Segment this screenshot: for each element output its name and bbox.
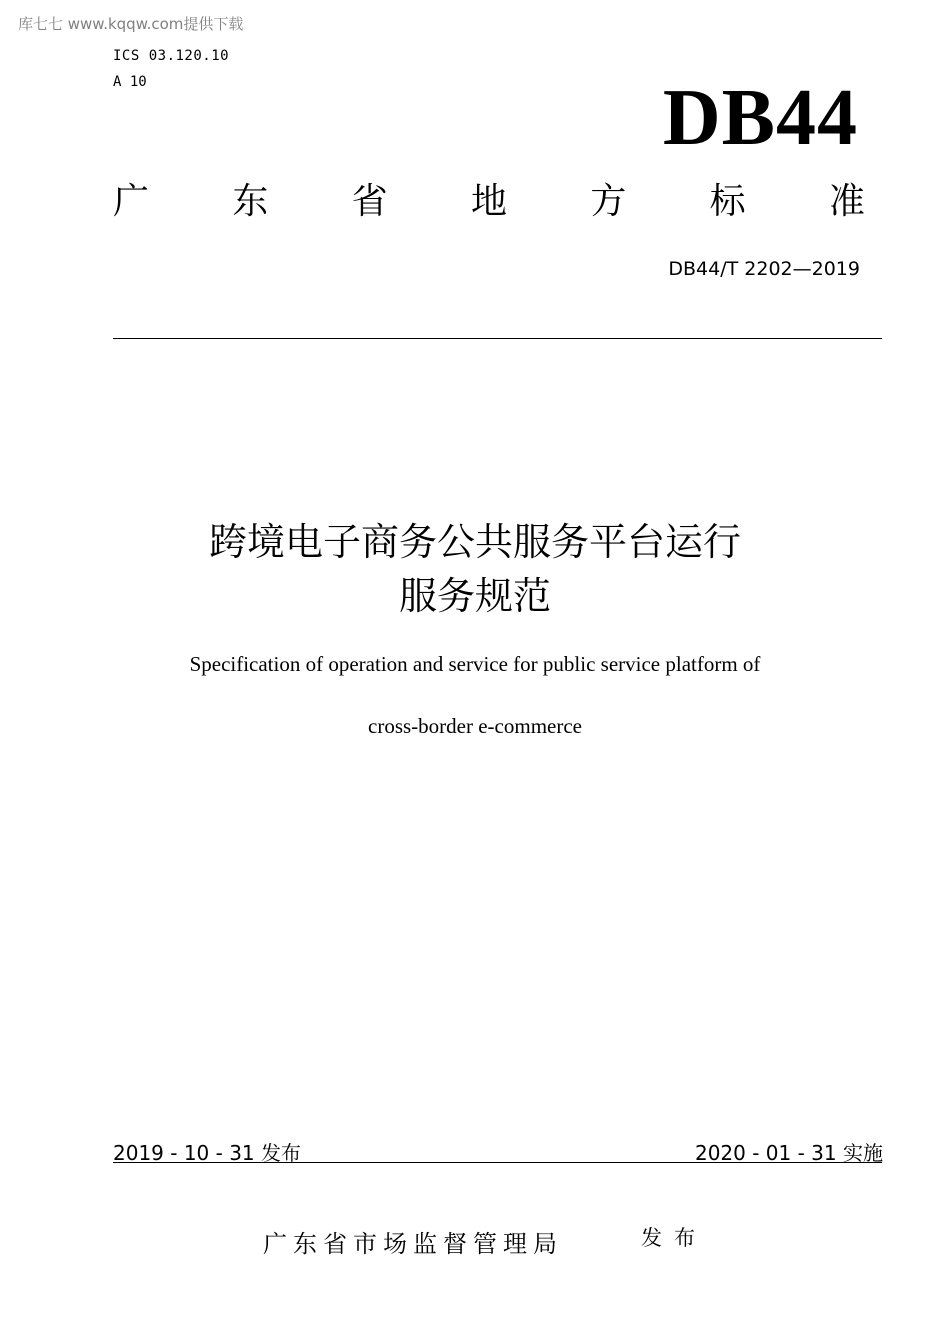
footer-divider: [113, 1162, 882, 1163]
standard-type-char: 省: [351, 181, 388, 222]
issue-label: 发布: [641, 1226, 707, 1250]
standard-code: DB44/T 2202—2019: [668, 258, 860, 280]
standard-type-char: 标: [709, 181, 746, 222]
effective-date: 2020 - 01 - 31 实施: [694, 1141, 883, 1165]
standard-type-char: 准: [828, 181, 865, 222]
standard-type-char: 东: [232, 181, 269, 222]
publish-date: 2019 - 10 - 31 发布: [113, 1141, 302, 1165]
ics-code: ICS 03.120.10: [113, 48, 230, 64]
standard-type-char: 广: [113, 181, 150, 222]
chinese-title-line-1: 跨境电子商务公共服务平台运行: [208, 520, 741, 564]
english-title-line-1: Specification of operation and service for public service platform of: [189, 652, 761, 676]
db44-logo: DB44: [662, 74, 858, 162]
issuing-authority: 广东省市场监督管理局: [263, 1230, 563, 1258]
standard-type-char: 方: [590, 181, 627, 222]
standard-type-title: [113, 181, 865, 222]
watermark-text: 库七七 www.kqqw.com提供下载: [18, 15, 244, 33]
chinese-title-line-2: 服务规范: [398, 574, 551, 618]
header-divider: [113, 338, 882, 339]
standard-type-char: 地: [470, 181, 507, 222]
english-title-line-2: cross-border e-commerce: [368, 714, 582, 738]
classification-code: A 10: [113, 74, 147, 90]
